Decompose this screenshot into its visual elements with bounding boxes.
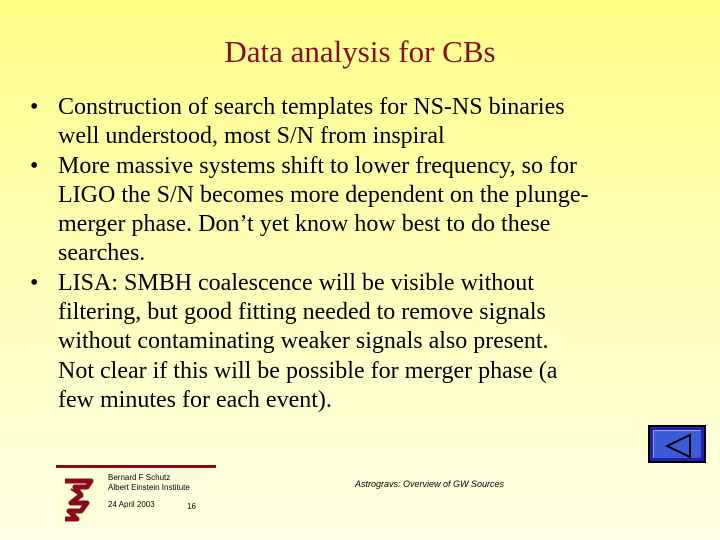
page-number: 16: [187, 502, 196, 511]
footer-author: Bernard F Schutz: [108, 473, 171, 482]
back-button-face[interactable]: [653, 430, 701, 458]
bullet-line: without contaminating weaker signals also present.: [58, 328, 549, 355]
aei-logo: [57, 475, 99, 523]
back-triangle-icon: [654, 431, 704, 461]
bullet-item: [30, 152, 700, 269]
bullet-line: Not clear if this will be possible for merger phase (a: [58, 357, 558, 384]
bullet-line: LIGO the S/N becomes more dependent on the plunge-: [58, 181, 589, 208]
bullet-line: merger phase. Don’t yet know how best to do these: [58, 211, 551, 238]
bullet-line: few minutes for each event).: [58, 386, 332, 413]
slide-title: Data analysis for CBs: [224, 34, 496, 69]
bullet-marker: •: [30, 94, 39, 120]
presentation-title: Astrogravs: Overview of GW Sources: [355, 479, 505, 489]
bullet-item: [30, 269, 700, 415]
bullet-marker: •: [30, 152, 39, 179]
footer-date: 24 April 2003: [108, 500, 155, 509]
bullet-line: searches.: [58, 240, 146, 267]
bullet-line: More massive systems shift to lower frequency, so for: [58, 152, 577, 179]
bullet-list: [30, 93, 700, 415]
bullet-item: [30, 93, 700, 152]
bullet-line: LISA: SMBH coalescence will be visible without: [58, 269, 534, 296]
bullet-line: filtering, but good fitting needed to remove signals: [58, 299, 546, 326]
bullet-line: well understood, most S/N from inspiral: [58, 123, 445, 150]
back-button[interactable]: [648, 425, 706, 463]
bullet-line: Construction of search templates for NS-NS binaries: [58, 94, 565, 120]
footer-divider: [56, 465, 216, 468]
footer-institute: Albert Einstein Institute: [108, 483, 190, 492]
bullet-marker: •: [30, 269, 39, 296]
